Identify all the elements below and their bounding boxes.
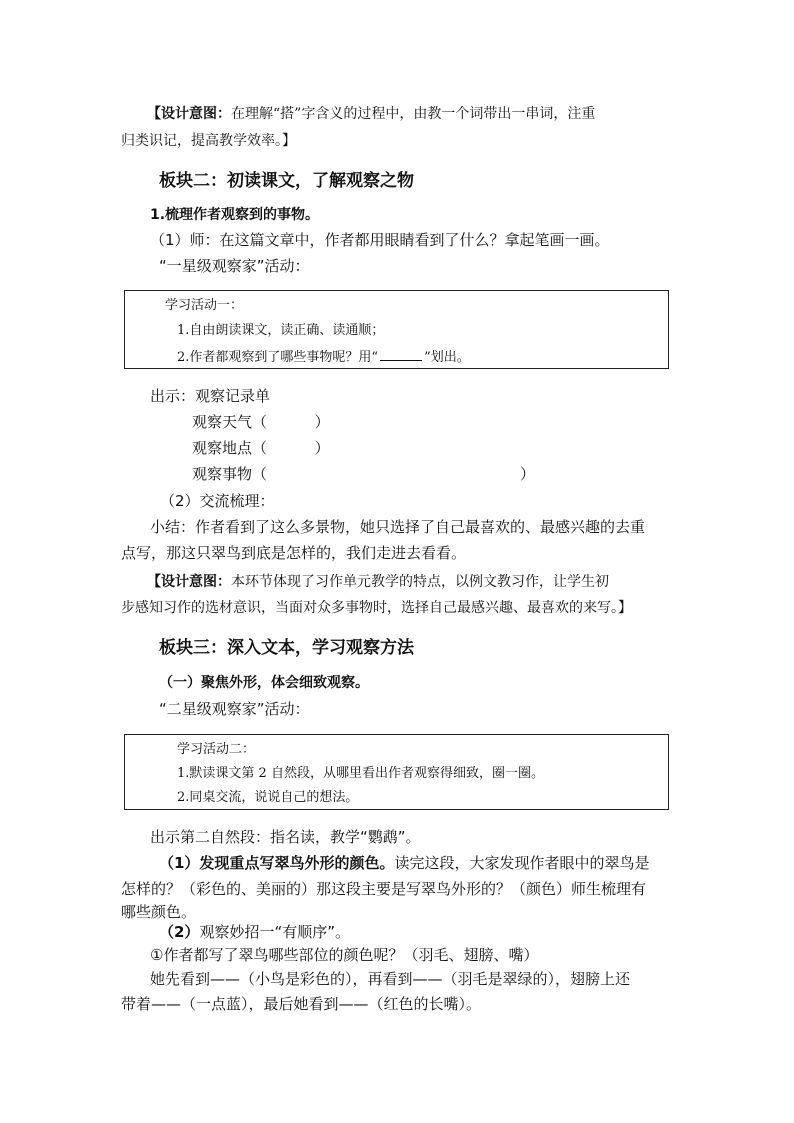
para4-line2: 带着——（一点蓝），最后她看到——（红色的长嘴）。 [121, 995, 482, 1013]
para1-line3: 哪些颜色。 [121, 903, 197, 921]
learning-activity-box-2 [124, 734, 669, 810]
design-intent-label: 【设计意图： [147, 574, 231, 590]
record-weather: 观察天气（ ） [192, 413, 330, 431]
summary-line1: 小结：作者看到了这么多景物，她只选择了自己最喜欢的、最感兴趣的去重 [150, 518, 646, 536]
activity-intro-2: “二星级观察家”活动： [159, 700, 310, 718]
activity-box-line: 1.默读课文第 2 自然段，从哪里看出作者观察得细致，圈一圈。 [177, 766, 544, 781]
section2-question1: （1）师：在这篇文章中，作者都用眼睛看到了什么？拿起笔画一画。 [150, 231, 610, 249]
record-sheet-title: 出示：观察记录单 [150, 387, 271, 405]
activity-box-title: 学习活动一： [165, 298, 244, 313]
para1-line1: （1）发现重点写翠鸟外形的颜色。读完这段，大家发现作者眼中的翠鸟是 [159, 854, 650, 872]
summary-line2: 点写，那这只翠鸟到底是怎样的，我们走进去看看。 [121, 544, 467, 562]
show-paragraph-2: 出示第二自然段：指名读，教学“鹦鹉”。 [150, 828, 421, 846]
underline-blank [380, 346, 422, 361]
section-title-3: 板块三：深入文本，学习观察方法 [159, 638, 414, 658]
section2-question2: （2）交流梳理： [160, 492, 275, 510]
design-intent-label: 【设计意图： [147, 106, 231, 122]
record-location: 观察地点（ ） [192, 439, 330, 457]
record-things-close: ） [520, 465, 536, 483]
activity-box-line: 2.同桌交流，说说自己的想法。 [177, 790, 359, 805]
design-intent-1-line1: 【设计意图：在理解“搭”字含义的过程中，由教一个词带出一串词，注重 [147, 106, 596, 122]
activity-box-line: 1.自由朗读课文，读正确、读通顺； [177, 323, 385, 338]
para2: （2）观察妙招一“有顺序”。 [159, 923, 350, 941]
para3: ①作者都写了翠鸟哪些部位的颜色呢？（羽毛、翅膀、嘴） [150, 946, 539, 964]
design-intent-2-line1: 【设计意图：本环节体现了习作单元教学的特点，以例文教习作，让学生初 [147, 574, 609, 590]
activity-box-line: 2.作者都观察到了哪些事物呢？用“ ”划出。 [177, 346, 470, 367]
activity-box-title: 学习活动二： [177, 742, 256, 757]
section2-item1: 1.梳理作者观察到的事物。 [150, 207, 320, 223]
design-intent-1-line2: 归类识记，提高教学效率。】 [121, 133, 296, 149]
record-things-open: 观察事物（ [192, 465, 268, 483]
section-title-2: 板块二：初读课文，了解观察之物 [159, 171, 414, 191]
para4-line1: 她先看到——（小鸟是彩色的），再看到——（羽毛是翠绿的），翅膀上还 [150, 970, 631, 988]
learning-activity-box-1 [124, 290, 669, 369]
activity-intro-1: “一星级观察家”活动： [159, 257, 310, 275]
section3-sub1: （一）聚焦外形，体会细致观察。 [159, 675, 369, 691]
para1-line2: 怎样的？（彩色的、美丽的）那这段主要是写翠鸟外形的？（颜色）师生梳理有 [121, 880, 647, 898]
design-intent-2-line2: 步感知习作的选材意识，当面对众多事物时，选择自己最感兴趣、最喜欢的来写。】 [121, 600, 632, 616]
